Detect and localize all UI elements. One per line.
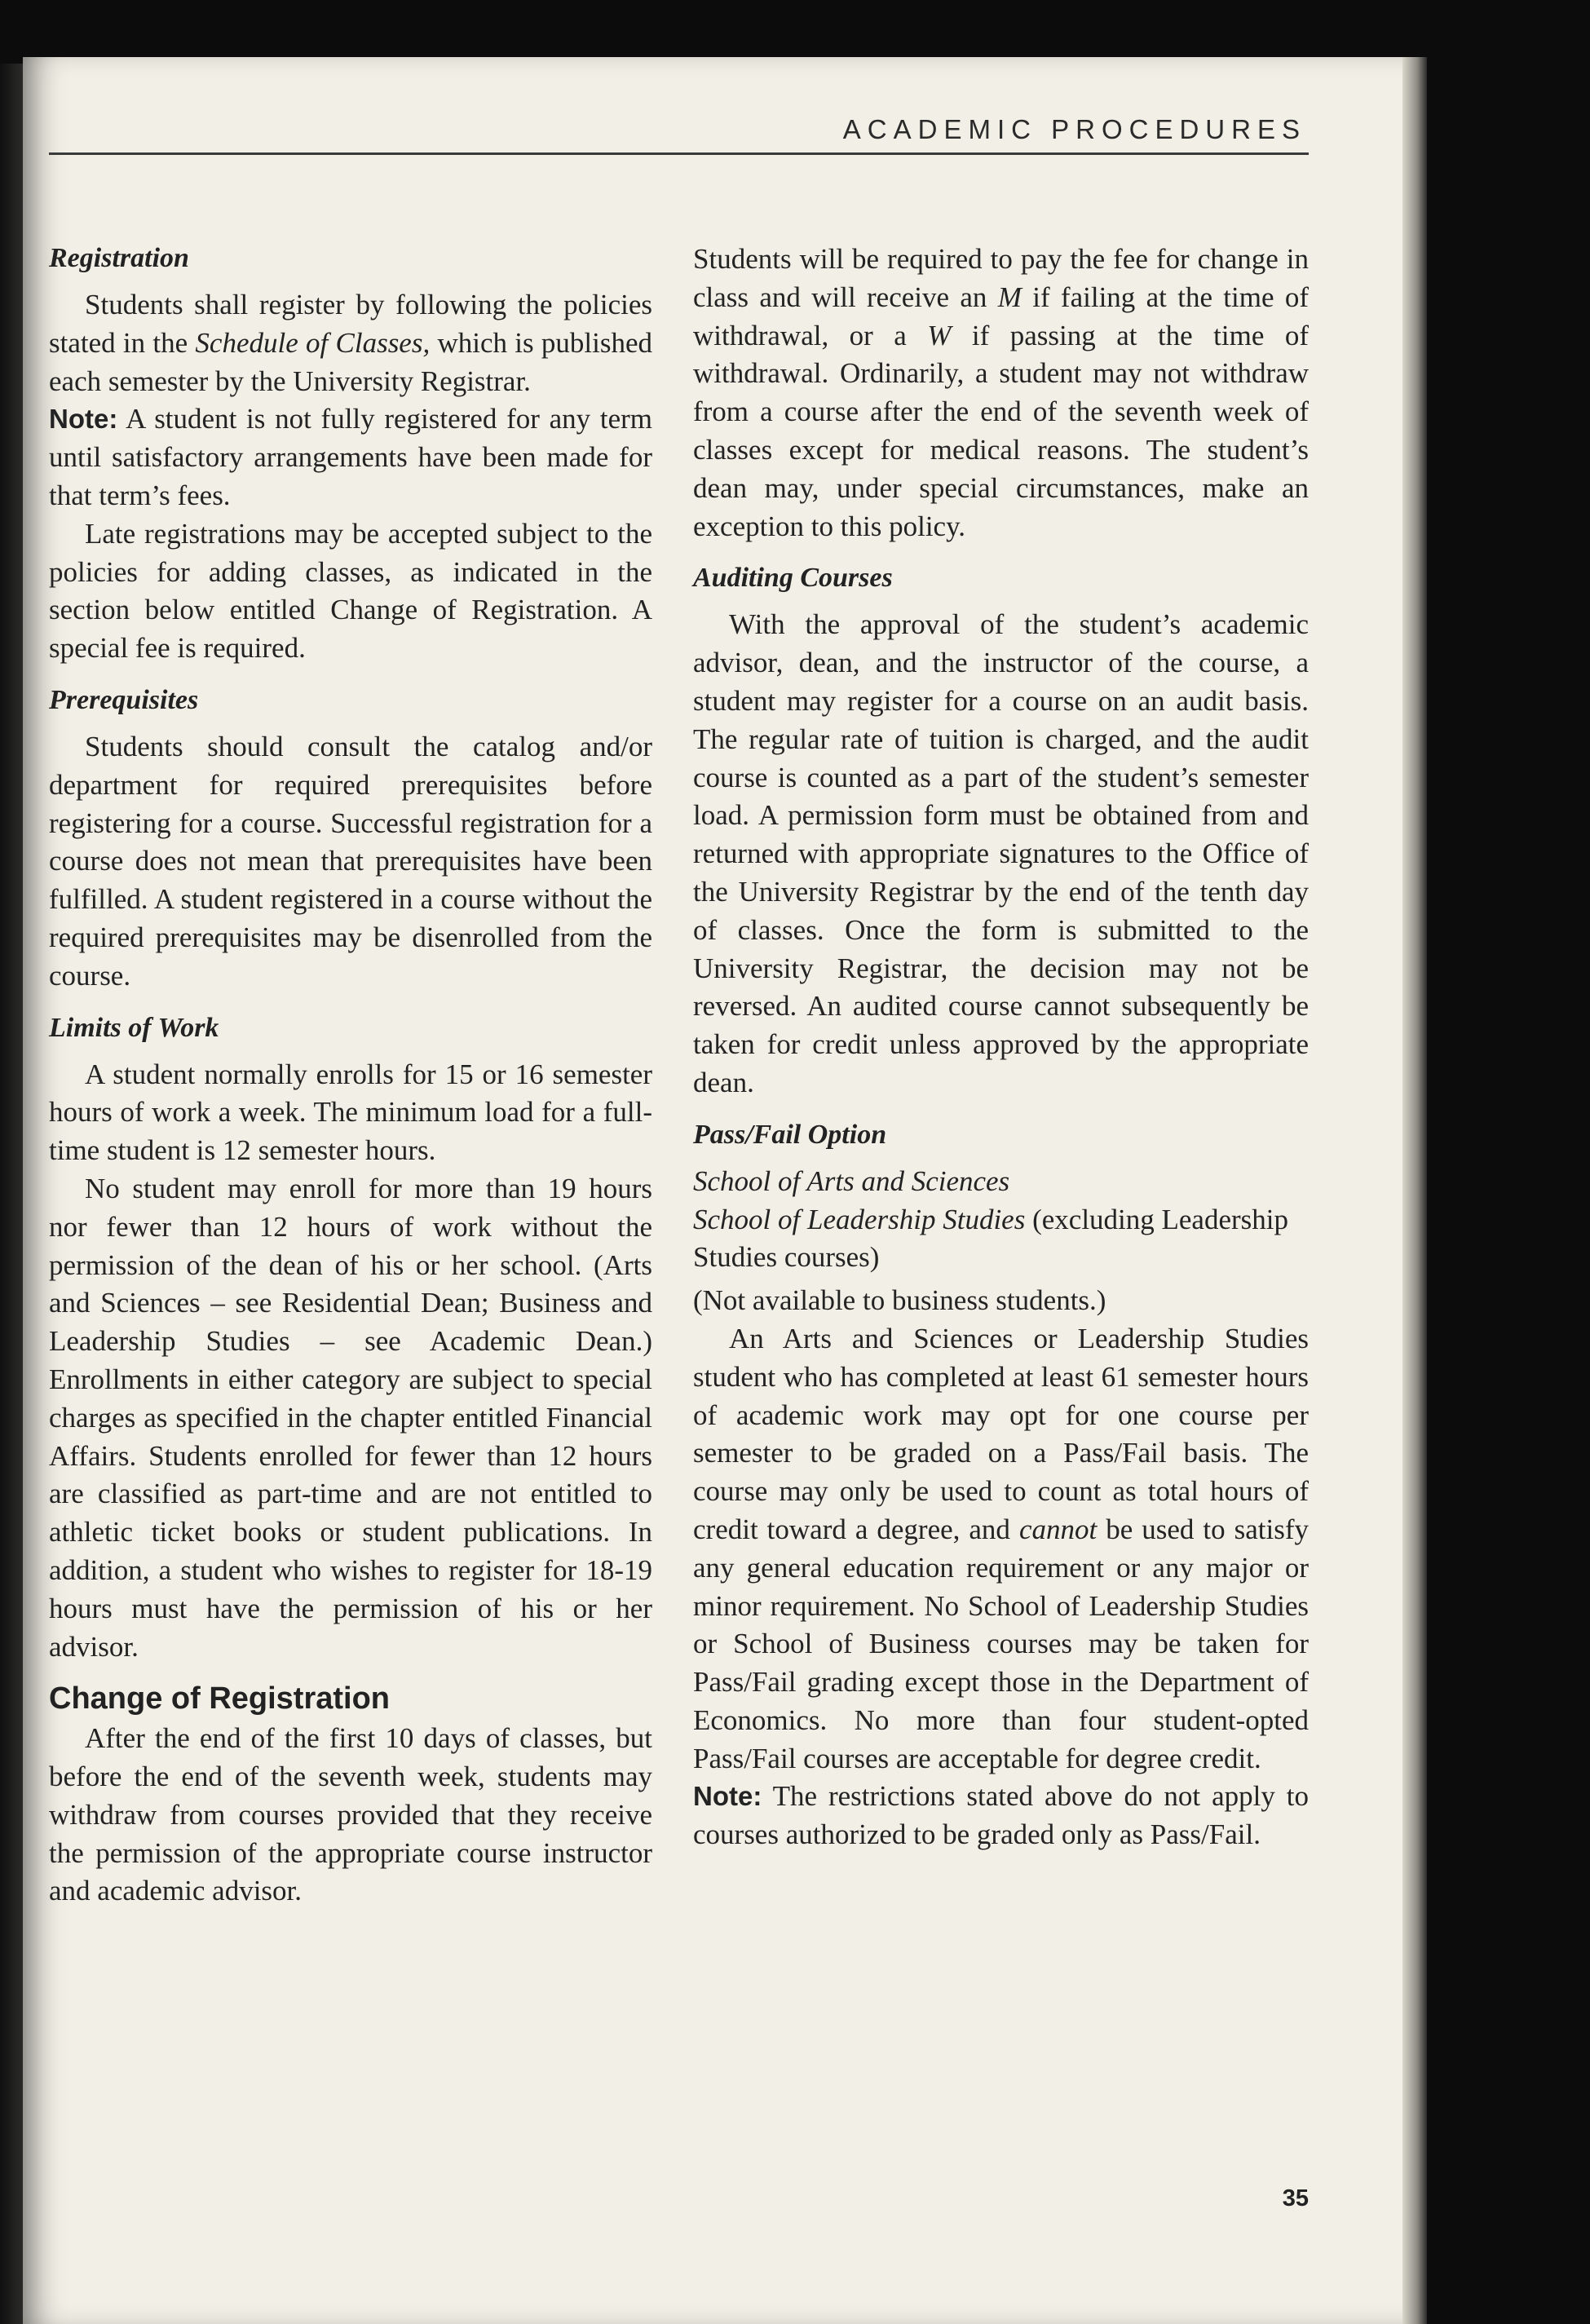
registration-paragraph: Students shall register by following the policies stated in the Schedule of Classes, which is published each semester by the University Registrar. — [49, 289, 652, 397]
page-number: 35 — [1282, 2185, 1309, 2211]
pass-fail-heading: Pass/Fail Option — [693, 1119, 887, 1150]
pass-fail-note: Note: The restrictions stated above do not apply to courses authorized to be graded only as Pass/Fail. — [693, 1780, 1309, 1851]
page-edge — [1402, 57, 1427, 2324]
running-head: ACADEMIC PROCEDURES — [842, 114, 1306, 144]
pass-fail-paragraph: An Arts and Sciences or Leadership Studies student who has completed at least 61 semester hours of academic work may opt for one course per semester to be graded on a Pass/Fail basis. The course may only be used to count as total hours of credit toward a degree, and cannot be used to satisfy any general education requirement or any major or minor requirement. No School of Leadership Studies or School of Business courses may be taken for Pass/Fail grading except those in the Department of Economics. No more than four student-opted Pass/Fail courses are acceptable for degree credit. — [693, 1322, 1309, 1774]
limits-paragraph-2: No student may enroll for more than 19 hours nor fewer than 12 hours of work without the permission of the dean of his or her school. (Arts and Sciences – see Residential Dean; Business and Leadership Studies – see Academic Dean.) Enrollments in either category are subject to special charges as specified in the chapter entitled Financial Affairs. Students enrolled for fewer than 12 hours are classified as part-time and are not entitled to athletic ticket books or student publications. In addition, a student who wishes to register for 18-19 hours must have the permission of his or her advisor. — [49, 1172, 652, 1663]
auditing-courses-heading: Auditing Courses — [693, 563, 893, 594]
note-label: Note: — [693, 1781, 762, 1812]
grade-m: M — [997, 281, 1022, 313]
registration-heading: Registration — [49, 243, 189, 273]
withdrawal-fee-paragraph: Students will be required to pay the fee for change in class and will receive an M if failing at the time of withdrawal, or a W if passing at the time of withdrawal. Ordinarily, a student may not withdraw from a course after the end of the seventh week of classes except for medical reasons. The student’s dean may, under special circumstances, make an exception to this policy. — [693, 243, 1310, 542]
change-of-registration-heading: Change of Registration — [49, 1681, 391, 1716]
prerequisites-paragraph: Students should consult the catalog and/or department for required prerequisites before registering for a course. Successful registration for a course does not mean that prerequisites have been fulfilled. A student registered in a course without the required prerequisites may be disenrolled from the course. — [49, 730, 652, 992]
pass-fail-school-leadership: School of Leadership Studies (excluding Leadership Studies courses) — [693, 1203, 1288, 1274]
change-of-registration-paragraph: After the end of the first 10 days of classes, but before the end of the seventh week, students may withdraw from courses provided that they receive the permission of the appropriate course instructor and academic advisor. — [49, 1722, 652, 1907]
limits-paragraph-1: A student normally enrolls for 15 or 16 semester hours of work a week. The minimum load for a full-time student is 12 semester hours. — [49, 1058, 652, 1167]
pass-fail-not-available: (Not available to business students.) — [693, 1284, 1106, 1317]
prerequisites-heading: Prerequisites — [49, 684, 199, 715]
left-column — [49, 241, 652, 1911]
header-rule — [49, 152, 1309, 155]
registration-note: Note: A student is not fully registered for any term until satisfactory arrangements have been made for that term’s fees. — [49, 403, 652, 511]
grade-w: W — [927, 319, 952, 351]
cannot-emphasis: cannot — [1018, 1513, 1098, 1545]
late-registration-paragraph: Late registrations may be accepted subject to the policies for adding classes, as indicated in the section below entitled Change of Registration. A special fee is required. — [49, 517, 652, 665]
note-label: Note: — [49, 404, 118, 435]
auditing-paragraph: With the approval of the student’s academic advisor, dean, and the instructor of the course, a student may register for a course on an audit basis. The regular rate of tuition is charged, and the audit course is counted as a part of the student’s semester load. A permission form must be obtained from and returned with appropriate signatures to the Office of the University Registrar by the end of the tenth day of classes. Once the form is submitted to the University Registrar, the decision may not be reversed. An audited course cannot subsequently be taken for credit unless approved by the appropriate dean. — [693, 608, 1309, 1098]
limits-of-work-heading: Limits of Work — [49, 1012, 219, 1043]
pass-fail-school-arts-sciences: School of Arts and Sciences — [693, 1164, 1010, 1197]
right-column — [693, 241, 1309, 1854]
schedule-of-classes-title: Schedule of Classes, — [195, 326, 431, 359]
